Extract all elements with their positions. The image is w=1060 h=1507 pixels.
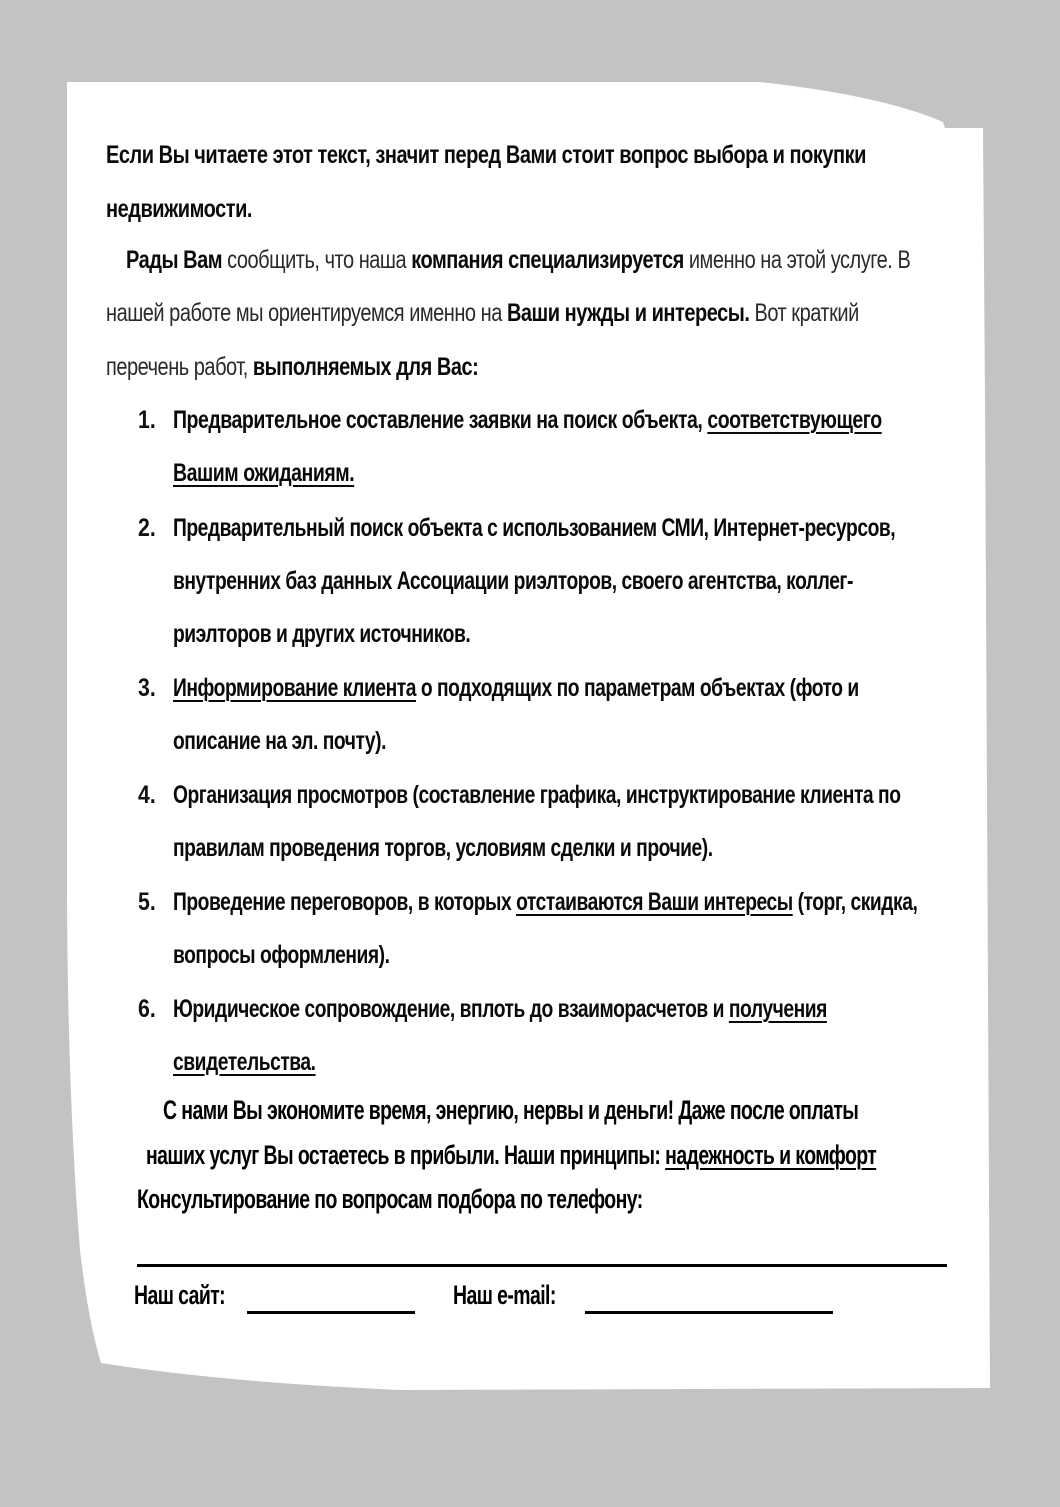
paragraph-text: Рады Вам [126,246,223,274]
paragraph-text: именно на этой услуге. В [683,246,911,274]
list-item-2-line-2: внутренних баз данных Ассоциации риэлторов, своего агентства, коллег- [173,567,853,595]
list-item-3-line-2: описание на эл. почту). [173,727,386,755]
list-text-underlined: Информирование клиента [173,674,416,702]
email-label: Наш e-mail: [453,1280,556,1310]
closing-line-3: Консультирование по вопросам подбора по телефону: [137,1184,643,1214]
list-number: 2. [138,514,156,542]
list-item-1-line-1 [173,405,882,435]
list-item-6-line-2 [173,1047,316,1077]
paragraph-text: Ваши нужды и интересы. [506,299,750,327]
list-text-underlined: Вашим ожиданиям. [173,459,355,487]
paragraph-text: выполняемых для Вас: [252,353,479,381]
list-text-underlined: свидетельства. [173,1048,316,1076]
email-blank-line[interactable] [585,1311,833,1314]
list-text: Проведение переговоров, в которых [173,888,517,916]
list-number: 3. [138,674,156,702]
site-label: Наш сайт: [134,1280,226,1310]
list-text-underlined: отстаиваются Ваши интересы [516,888,793,916]
closing-line-1: С нами Вы экономите время, энергию, нервы и деньги! Даже после оплаты [163,1095,859,1125]
paragraph-line-1 [126,245,910,275]
paragraph-text: нашей работе мы ориентируемся именно на [106,299,507,327]
list-item-4-line-1: Организация просмотров (составление графика, инструктирование клиента по [173,781,901,809]
paragraph-line-2 [106,298,859,328]
list-text-underlined: соответствующего [707,406,882,434]
list-item-2-line-1: Предварительный поиск объекта с использованием СМИ, Интернет-ресурсов, [173,514,896,542]
list-text: (торг, скидка, [792,888,918,916]
list-item-1-line-2 [173,458,354,488]
list-item-3-line-1 [173,673,859,703]
list-number: 6. [138,995,156,1023]
list-item-5-line-2: вопросы оформления). [173,941,390,969]
list-item-6-line-1 [173,994,827,1024]
list-number: 4. [138,781,156,809]
paragraph-text: сообщить, что наша [222,246,412,274]
list-item-5-line-1 [173,887,917,917]
list-item-2-line-3: риэлторов и других источников. [173,620,471,648]
closing-line-2 [146,1140,876,1170]
list-text: о подходящих по параметрам объектах (фото и [415,674,859,702]
paragraph-text: Вот краткий [749,299,859,327]
list-text: Предварительное составление заявки на поиск объекта, [173,406,708,434]
paragraph-text: компания специализируется [411,246,684,274]
list-item-4-line-2: правилам проведения торгов, условиям сделки и прочие). [173,834,713,862]
list-text-underlined: получения [728,995,827,1023]
phone-blank-line[interactable] [137,1264,947,1267]
list-number: 1. [138,406,156,434]
site-blank-line[interactable] [247,1311,415,1314]
paragraph-text: перечень работ, [106,353,253,381]
closing-principles: надежность и комфорт [665,1140,877,1170]
paragraph-line-3 [106,352,478,382]
list-number: 5. [138,888,156,916]
intro-line-2: недвижимости. [106,195,252,223]
list-text: Юридическое сопровождение, вплоть до взаиморасчетов и [173,995,729,1023]
intro-line-1: Если Вы читаете этот текст, значит перед Вами стоит вопрос выбора и покупки [106,141,866,169]
closing-text: наших услуг Вы остаетесь в прибыли. Наши принципы: [146,1140,666,1170]
